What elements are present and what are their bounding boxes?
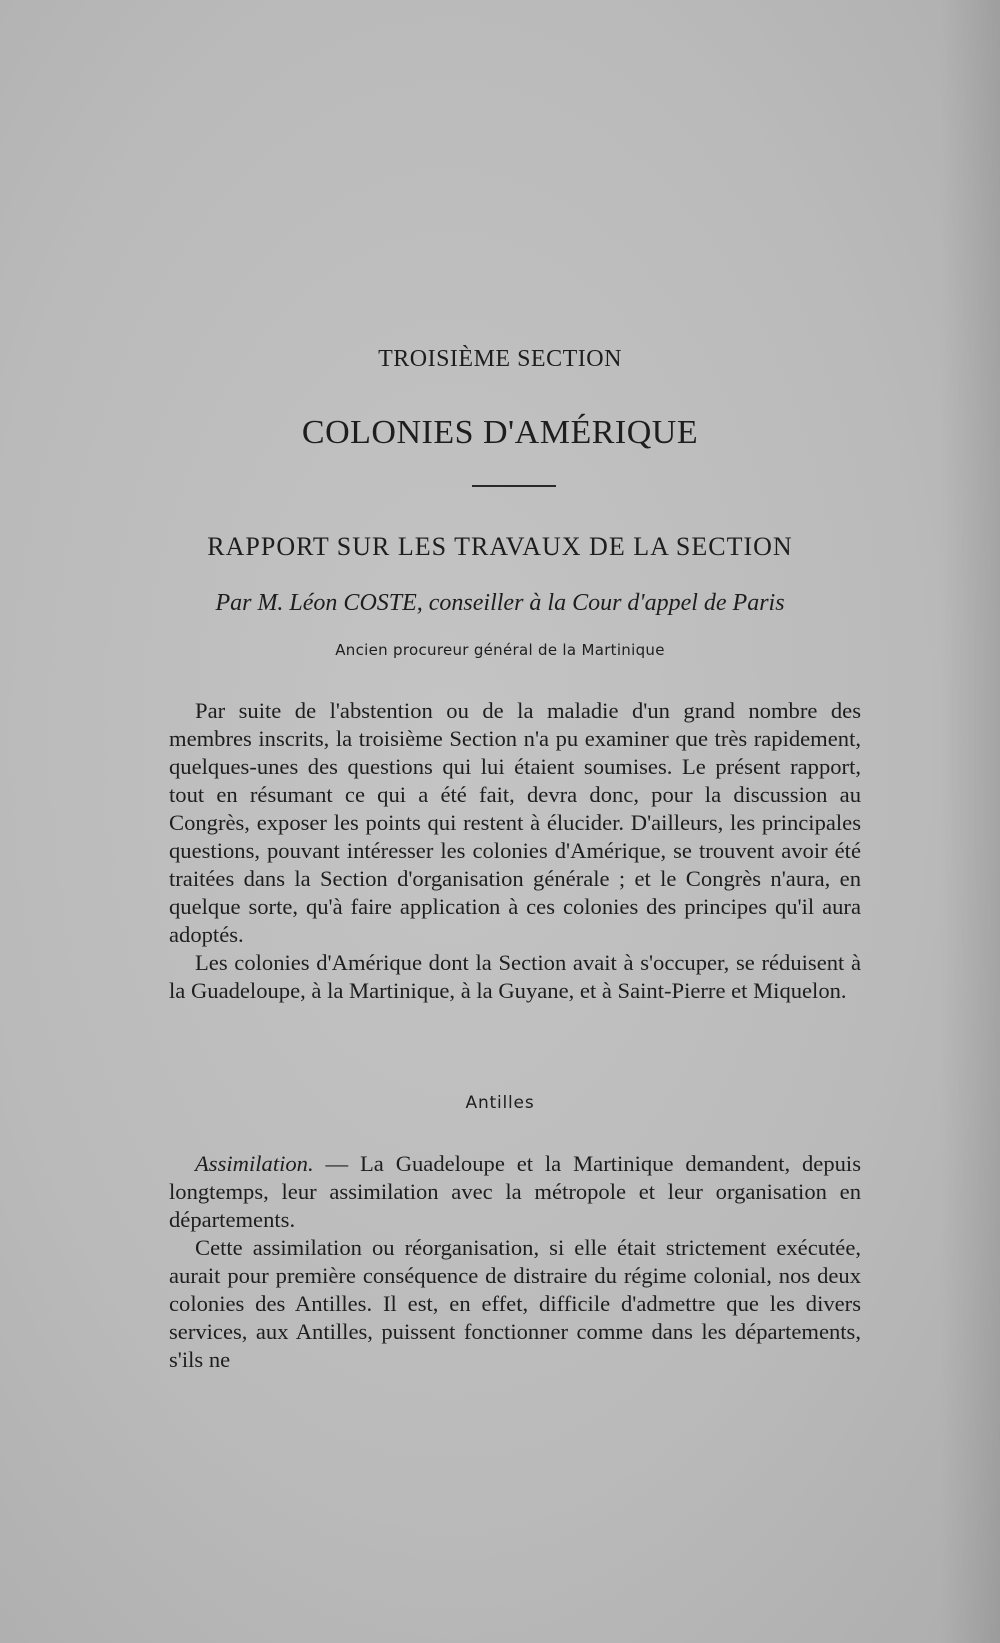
author-line: Par M. Léon COSTE, conseiller à la Cour d'appel de Paris (215, 590, 785, 616)
intro-text (169, 697, 861, 1005)
assimilation-text (169, 1150, 861, 1374)
main-title: COLONIES D'AMÉRIQUE (301, 414, 699, 451)
intro-paragraph-2: Les colonies d'Amérique dont la Section avait à s'occuper, se réduisent à la Guadeloupe, à la Martinique, à la Guyane, et à Saint-Pierre et Miquelon. (169, 950, 861, 1003)
assimilation-paragraph-1 (169, 1150, 861, 1234)
title-divider (472, 485, 556, 487)
intro-paragraph-1: Par suite de l'abstention ou de la maladie d'un grand nombre des membres inscrits, la troisième Section n'a pu examiner que très rapidement, quelques-unes des questions qui lui étaient soumises. Le présent rapport, tout en résumant ce qui a été fait, devra donc, pour la discussion au Congrès, exposer les points qui restent à élucider. D'ailleurs, les principales questions, pouvant intéresser les colonies d'Amérique, se trouvent avoir été traitées dans la Section d'organisation générale ; et le Congrès n'aura, en quelque sorte, qu'à faire application à ces colonies des principes qu'il aura adoptés. (169, 698, 861, 947)
page-edge-shadow (940, 0, 1000, 1643)
assimilation-run-in: Assimilation. (195, 1151, 314, 1176)
assimilation-first-text: — La Guadeloupe et la Martinique demandent, depuis longtemps, leur assimilation avec la métropole et leur organisation en départements. (169, 1151, 861, 1232)
subheading-antilles: Antilles (465, 1093, 535, 1113)
author-former-title: Ancien procureur général de la Martinique (335, 641, 665, 659)
section-label: TROISIÈME SECTION (378, 346, 622, 372)
report-title: RAPPORT SUR LES TRAVAUX DE LA SECTION (207, 532, 793, 561)
assimilation-paragraph-2: Cette assimilation ou réorganisation, si elle était strictement exécutée, aurait pour première conséquence de distraire du régime colonial, nos deux colonies des Antilles. Il est, en effet, difficile d'admettre que les divers services, aux Antilles, puissent fonctionner comme dans les départements, s'ils ne (169, 1235, 861, 1372)
